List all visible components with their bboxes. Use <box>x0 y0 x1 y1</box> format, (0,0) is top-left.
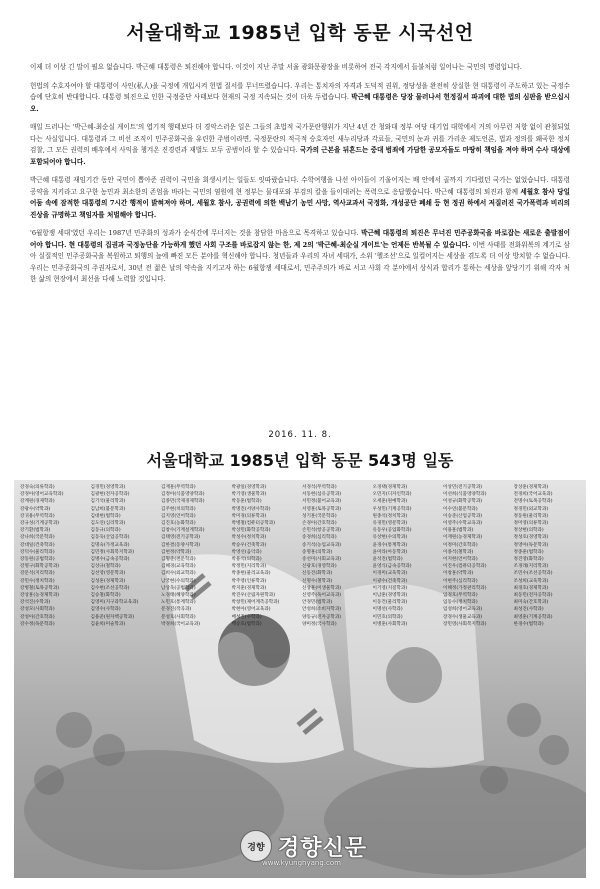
signatory-name: 박성수(정치학과) <box>231 535 267 541</box>
signatory-name: 이기영(지질학과) <box>372 585 408 591</box>
signatory-name: 박정민(지리학과) <box>231 564 267 570</box>
declaration-paragraph: '6월항쟁 세대'였던 우리는 1987년 민주화의 성과가 순식간에 무너지는 것을 참담한 마음으로 목격하고 있습니다. 박근혜 대통령의 퇴진은 무너진 민주공화국을 바로잡는 새로운 출발점이어야 합니다. 현 대통령의 집권과 국정농단을 가능하게 했던 사회 구조를 바로잡지 않는 한, 제 2의 '박근혜-최순실 게이트'는 언제든 반복될 수 있습니다. 이번 사태를 전화위복의 계기로 삼아 실질적인 민주공화국을 복원하고 퇴행의 늪에 빠진 모든 분야를 혁신해야 합니다. 청년들과 우리의 자녀 세대가, 소위 '헬조선'으로 일컬어지는 세상을 겪도록 더 이상 방치할 수 없습니다. 우리는 민주공화국의 주권자로서, 30년 전 젊은 날의 약속을 지키고자 하는 6월항쟁 세대로서, 민주주의가 바로 서고 사회 각 분야에서 상식과 합리가 통하는 세상을 앞당기기 위해 각자 처한 삶의 현장에서 최선을 다해 노력할 것입니다. <box>30 229 570 283</box>
signatory-name: 김영미(지구과학교육과) <box>90 600 139 606</box>
signatory-name: 박현아(영어교육과) <box>231 607 271 613</box>
signatory-name: 김정아(식품영양학과) <box>161 492 205 498</box>
signatory-name: 장상훈(경제학과) <box>513 485 549 490</box>
signatory-name: 이경미(교육학과) <box>372 571 408 577</box>
signatory-name: 김동규(의학과) <box>90 528 121 534</box>
signatory-name: 이동건(물리학과) <box>372 600 408 606</box>
signatory-name: 김수현(조선공학과) <box>90 585 130 591</box>
signatory-name: 서동현(섬유공학과) <box>302 492 342 498</box>
signatory-name: 장민영(사회복지학과) <box>443 621 487 627</box>
signatory-column <box>232 484 299 874</box>
signatory-name: 박창민(제어계측공학과) <box>231 600 280 606</box>
signatory-name: 김대현(법학과) <box>90 513 121 519</box>
signatory-name: 오경택(경제학과) <box>372 485 408 490</box>
signatory-name: 강규성(기계공학과) <box>20 521 60 527</box>
signatory-name: 송기석(농업교육과) <box>302 542 342 548</box>
signatory-name: 강명구(화학공학과) <box>20 564 60 570</box>
signatory-name: 강병철(토목공학과) <box>20 585 60 591</box>
signatory-name: 서민정(불어교육과) <box>302 499 342 505</box>
signatory-name: 박경희(국어교육과) <box>161 621 201 627</box>
signatory-name: 김창수(기계설계학과) <box>161 528 205 534</box>
signatory-name: 김태영(전기공학과) <box>161 535 201 541</box>
signatory-name: 김상규(철학과) <box>90 564 121 570</box>
signatory-name: 이종석(철학과) <box>443 549 474 555</box>
signatory-name: 전경희(국어교육과) <box>513 492 553 498</box>
declaration-paragraph: 박근혜 대통령 재임기간 동안 국민이 뽑아준 권력이 국민을 회생시키는 일들도 잇따랐습니다. 수학여행을 나선 아이들이 기울어지는 배 안에서 골까지 기다렸던 국가는 없었습니다. 대통령 공약을 지키라고 요구한 농민과 최소한의 존엄을 바라는 국민의 염원에 현 정부는 물대포와 부검의 칼을 들이대려는 폭력으로 응답했습니다. 박근혜 대통령의 퇴진과 함께 세월호 참사 당일 어둠 속에 잠적한 대통령의 7시간 행적이 밝혀져야 하며, 세월호 참사, 공권력에 의한 백남기 농민 사망, 역사교과서 국정화, 개성공단 폐쇄 등 현 정권 하에서 저질러진 국가폭력과 비리의 진상을 규명하고 책임자를 처벌해야 합니다. <box>30 176 570 219</box>
declaration-paragraph: 매일 드러나는 '박근혜-최순실 게이트'의 엽기적 행태보다 더 경악스러운 일은 그들의 초법적 국가문란행위가 지난 4년 간 청와대 정부 여당 대기업 대학에서 거의 아무런 저항 없이 관철되었다는 사실입니다. 대통령과 그 비선 조직이 민주공화국을 유린한 주범이라면, 국정문란의 적극적 승호자인 새누리당과 각료들, 국민의 눈과 귀를 가리운 제도언론, 법과 정의를 왜곡한 정치 검찰, 그 모든 권력의 배후에서 사익을 챙겨온 진경련과 재벌도 모두 공범이라 할 수 있습니다. 국가의 근본을 뒤흔드는 중대 범죄에 가담한 공모자들도 마땅히 책임을 져야 하며 수사 대상에 포함되어야 합니다. <box>30 123 570 166</box>
signatory-name: 문경진(작곡과) <box>161 607 192 613</box>
signatory-name: 최영훈(기계공학과) <box>513 614 553 620</box>
signatory-name: 이병훈(사회학과) <box>372 621 408 627</box>
page-title: 서울대학교 1985년 입학 동문 시국선언 <box>126 22 474 44</box>
signatory-name: 박상민(화학공학과) <box>231 528 271 534</box>
newspaper-name: 경향신문 <box>278 835 368 861</box>
signatory-name: 박주영(인류학과) <box>231 578 267 584</box>
signatory-name: 최성진(사학과) <box>513 607 544 613</box>
signatory-name: 김승철(화학과) <box>90 593 121 599</box>
signatory-name: 이수연(불문학과) <box>443 506 478 512</box>
signatory-name: 이창훈(약학과) <box>443 571 474 577</box>
signatory-name: 강성아(간호학과) <box>20 614 55 620</box>
signatory-name: 윤미라(아동학과) <box>372 549 408 555</box>
signatory-name: 강귀용(무역학과) <box>20 513 55 519</box>
signatory-name: 양미정(국사학과) <box>302 621 337 627</box>
protest-photo-background <box>14 480 586 878</box>
signatory-name: 장경수(생물교육과) <box>443 614 483 620</box>
signatory-name: 이선희(식품영양학과) <box>443 492 487 498</box>
signatory-name: 정동원(물리학과) <box>513 513 549 519</box>
signatory-name: 김현정(약학과) <box>161 549 192 555</box>
signatory-name: 백승호(법학과) <box>231 621 262 627</box>
declaration-paragraph: 헌법의 수호자여야 할 대통령이 사인(私人)을 국정에 개입시켜 헌법 질서를 무너뜨렸습니다. 우리는 통치자의 자격과 도덕적 권위, 정당성을 완전히 상실한 현 대통령이 주도하고 있는 국정수습에 단호히 반대합니다. 대통령 퇴진으로 인한 국정중단 사태보다 현재의 국정 지속되는 것이 더욱 두렵습니다. 박근혜 대통령은 당장 물러나서 헌정질서 파괴에 대한 법의 심판을 받으십시오. <box>30 81 570 113</box>
signatory-name: 이승준(산업공학과) <box>443 513 483 519</box>
signatory-name: 이성규(화학공학과) <box>443 499 483 505</box>
signatory-name: 이민호(의학과) <box>372 614 403 620</box>
signatory-name: 신영주(독어교육과) <box>302 593 342 599</box>
signatory-name: 신명수(철학과) <box>302 578 333 584</box>
signatory-name: 강경숙(의류학과) <box>20 485 55 490</box>
signatory-name: 정종훈(법학과) <box>513 549 544 555</box>
signatory-name: 김용준(원자핵공학과) <box>90 614 135 620</box>
signatory-name: 임경호(무역학과) <box>443 593 478 599</box>
signatory-name: 김남희(불문학과) <box>90 506 126 512</box>
signatory-name: 손민석(항공공학과) <box>302 528 342 534</box>
signatory-name: 정성호(경영학과) <box>513 535 549 541</box>
signatory-name: 우성민(기계공학과) <box>372 506 412 512</box>
signatory-name: 임동수(정치학과) <box>443 600 478 606</box>
signatory-name: 임성희(영어교육과) <box>443 607 483 613</box>
signatory-name: 이명선(사학과) <box>372 607 403 613</box>
signatory-name-list <box>20 484 580 874</box>
declaration-date: 2016. 11. 8. <box>268 430 332 440</box>
signatory-name: 박명진(서양사학과) <box>231 506 271 512</box>
signatory-column <box>373 484 440 874</box>
signatory-name: 이영주(수학교육과) <box>443 521 483 527</box>
signatory-name: 신동진(화학과) <box>302 571 333 577</box>
signatory-column <box>302 484 369 874</box>
signatory-name: 이진우(컴퓨터공학과) <box>443 564 487 570</box>
signatory-name: 강덕수(물리학과) <box>20 549 55 555</box>
signatory-name: 박영선(음악과) <box>231 549 262 555</box>
signatory-name: 이정미(간호학과) <box>443 542 478 548</box>
signatory-name: 김도연(심리학과) <box>90 521 126 527</box>
signatory-name: 정진영(화학과) <box>513 557 544 563</box>
signatory-name: 조성희(교육학과) <box>513 578 549 584</box>
signatory-name: 김명숙(가정교육과) <box>90 542 130 548</box>
signatory-name: 강기환(법학과) <box>20 528 51 534</box>
signatories-heading: 서울대학교 1985년 입학 동문 543명 일동 <box>146 451 454 470</box>
signatory-name: 정미영(의류학과) <box>513 521 549 527</box>
signatory-name: 최경호(경제학과) <box>513 585 549 591</box>
signatory-name: 강상훈(농경제학과) <box>20 593 60 599</box>
signatory-name: 송경희(심리학과) <box>302 535 337 541</box>
signatory-name: 양동규(전자공학과) <box>302 614 342 620</box>
signatory-name: 윤석진(법학과) <box>372 557 403 563</box>
signatory-column <box>20 484 87 874</box>
signatory-name: 박광일(경영학과) <box>231 485 267 490</box>
signatory-name: 김성훈(경제학과) <box>90 578 126 584</box>
signatory-column <box>514 484 581 874</box>
signatory-name: 최미숙(간호학과) <box>513 600 549 606</box>
signatory-name: 문성호(사회학과) <box>161 614 196 620</box>
signatory-name: 김지영(언어학과) <box>161 513 196 519</box>
signatory-name: 정영아(독문학과) <box>513 542 549 548</box>
signatory-name: 김병수(금속공학과) <box>90 557 130 563</box>
signatory-name: 오민지(디자인학과) <box>372 492 412 498</box>
signatory-name: 한경수(법학과) <box>513 621 544 627</box>
signatory-name: 이현주(심리학과) <box>443 578 478 584</box>
signatory-name: 조경래(지리학과) <box>513 564 549 570</box>
signatory-name: 윤영식(금속공학과) <box>372 564 412 570</box>
signatory-name: 박동훈(법학과) <box>231 499 262 505</box>
signatory-name: 강수정(독문학과) <box>20 621 55 627</box>
declaration-paragraph: 이제 더 이상 긴 말이 필요 없습니다. 박근혜 대통령은 퇴진해야 합니다. 이것이 지난 주말 서울 광화문광장을 비롯하여 전국 각지에서 들불처럼 일어나는 국민의 명령입니다. <box>30 63 522 71</box>
signatory-name: 김기석(물리학과) <box>90 499 126 505</box>
signatory-column <box>91 484 158 874</box>
signatory-name: 강동원(공법학과) <box>20 557 55 563</box>
signatory-name: 이지현(언어학과) <box>443 557 478 563</box>
signatory-name: 강대일(건축학과) <box>20 542 55 548</box>
signatory-name: 강문석(지리학과) <box>20 571 55 577</box>
signatory-name: 김진호(농화학과) <box>161 521 196 527</box>
signatory-name: 최동민(전자공학과) <box>513 593 553 599</box>
signatory-name: 김재훈(무역학과) <box>161 485 196 490</box>
signatory-name: 원종석(정치학과) <box>372 513 408 519</box>
signatory-name: 김형준(천문학과) <box>161 557 196 563</box>
signatory-name: 이재원(농경제학과) <box>443 535 483 541</box>
newspaper-seal-icon: 경향 <box>240 830 272 862</box>
signatory-name: 조민수(조선공학과) <box>513 571 553 577</box>
signatory-name: 강민수(정치학과) <box>20 578 55 584</box>
signatory-name: 박승우(건축학과) <box>231 542 267 548</box>
signatory-name: 안성희(소비자학과) <box>302 607 342 613</box>
signatory-name: 윤경수(통계학과) <box>372 542 408 548</box>
signatory-name: 유경민(영문학과) <box>372 521 408 527</box>
signatory-name: 손경아(간호학과) <box>302 521 337 527</box>
signatory-name: 김종민(국제경제학과) <box>161 499 205 505</box>
signatory-name: 강나희(국문학과) <box>20 535 55 541</box>
signatory-name: 이혜정(가정관리학과) <box>443 585 487 591</box>
signatory-name: 김영수(사학과) <box>90 607 121 613</box>
signatory-name: 노경태(해양학과) <box>161 593 196 599</box>
signatory-name: 성기훈(국문학과) <box>302 513 337 519</box>
signatory-name: 배성진(수학과) <box>231 614 262 620</box>
signatory-name: 박진우(산림자원학과) <box>231 593 276 599</box>
signatory-name: 김동욱(산업공학과) <box>90 535 130 541</box>
signatory-name: 서경석(무역학과) <box>302 485 337 490</box>
signatory-name: 김윤희(미술학과) <box>90 621 126 627</box>
signatory-name: 이광수(건축학과) <box>372 578 408 584</box>
declaration-body <box>30 62 570 293</box>
signatory-name: 송선미(사회교육과) <box>302 557 342 563</box>
signatory-name: 전명수(토목공학과) <box>513 499 553 505</box>
signatory-name: 강성모(사회학과) <box>20 607 55 613</box>
signatory-name: 이상민(전기공학과) <box>443 485 483 490</box>
signatory-name: 남궁현(수의학과) <box>161 578 196 584</box>
signatory-name: 정경민(외교학과) <box>513 506 549 512</box>
signatory-name: 송명훈(의학과) <box>302 549 333 555</box>
signatory-name: 김주현(치의학과) <box>161 506 196 512</box>
signatory-name: 이용훈(법학과) <box>443 528 474 534</box>
signatory-name: 김혜경(교육학과) <box>161 564 196 570</box>
signatory-name: 김경민(경영학과) <box>90 485 126 490</box>
signatory-name: 유동우(공업화학과) <box>372 528 412 534</box>
signatory-name: 김민정(사회복지학과) <box>90 549 135 555</box>
signatory-name: 강석진(수학과) <box>20 600 51 606</box>
signatory-column <box>161 484 228 874</box>
signatory-name: 신상훈(미생물학과) <box>302 585 342 591</box>
signatory-name: 유상현(수의학과) <box>372 535 408 541</box>
signatory-column <box>443 484 510 874</box>
signatory-name: 박용석(의학과) <box>231 557 262 563</box>
signatory-name: 박지훈(경제학과) <box>231 585 267 591</box>
signatory-name: 박기영(생물학과) <box>231 492 267 498</box>
signatory-name: 노민호(통계학과) <box>161 600 196 606</box>
signatory-name: 강경아(영어교육학과) <box>20 492 64 498</box>
signatory-name: 이남훈(경영학과) <box>372 593 408 599</box>
signatory-name: 김광현(전자공학과) <box>90 492 130 498</box>
signatory-name: 서영훈(토목공학과) <box>302 506 342 512</box>
signatory-name: 강광수(약학과) <box>20 506 51 512</box>
signatory-name: 김선영(영문학과) <box>90 571 126 577</box>
signatory-name: 신광호(경영학과) <box>302 564 337 570</box>
signatory-name: 김한결(동양사학과) <box>161 542 201 548</box>
newspaper-url: www.kyunghyang.com <box>262 859 341 867</box>
signatory-name: 박미경(의류학과) <box>231 513 267 519</box>
signatory-name: 박종현(물리교육과) <box>231 571 271 577</box>
signatory-name: 정상현(의학과) <box>513 528 544 534</box>
signatory-name: 남상욱(공법학과) <box>161 585 196 591</box>
signatory-name: 강계원(경제학과) <box>20 499 55 505</box>
signatory-name: 안경민(법학과) <box>302 600 333 606</box>
signatory-name: 오세훈(원예학과) <box>372 499 408 505</box>
signatory-name: 김희수(외교학과) <box>161 571 196 577</box>
signatory-name: 박병철(컴퓨터공학과) <box>231 521 276 527</box>
